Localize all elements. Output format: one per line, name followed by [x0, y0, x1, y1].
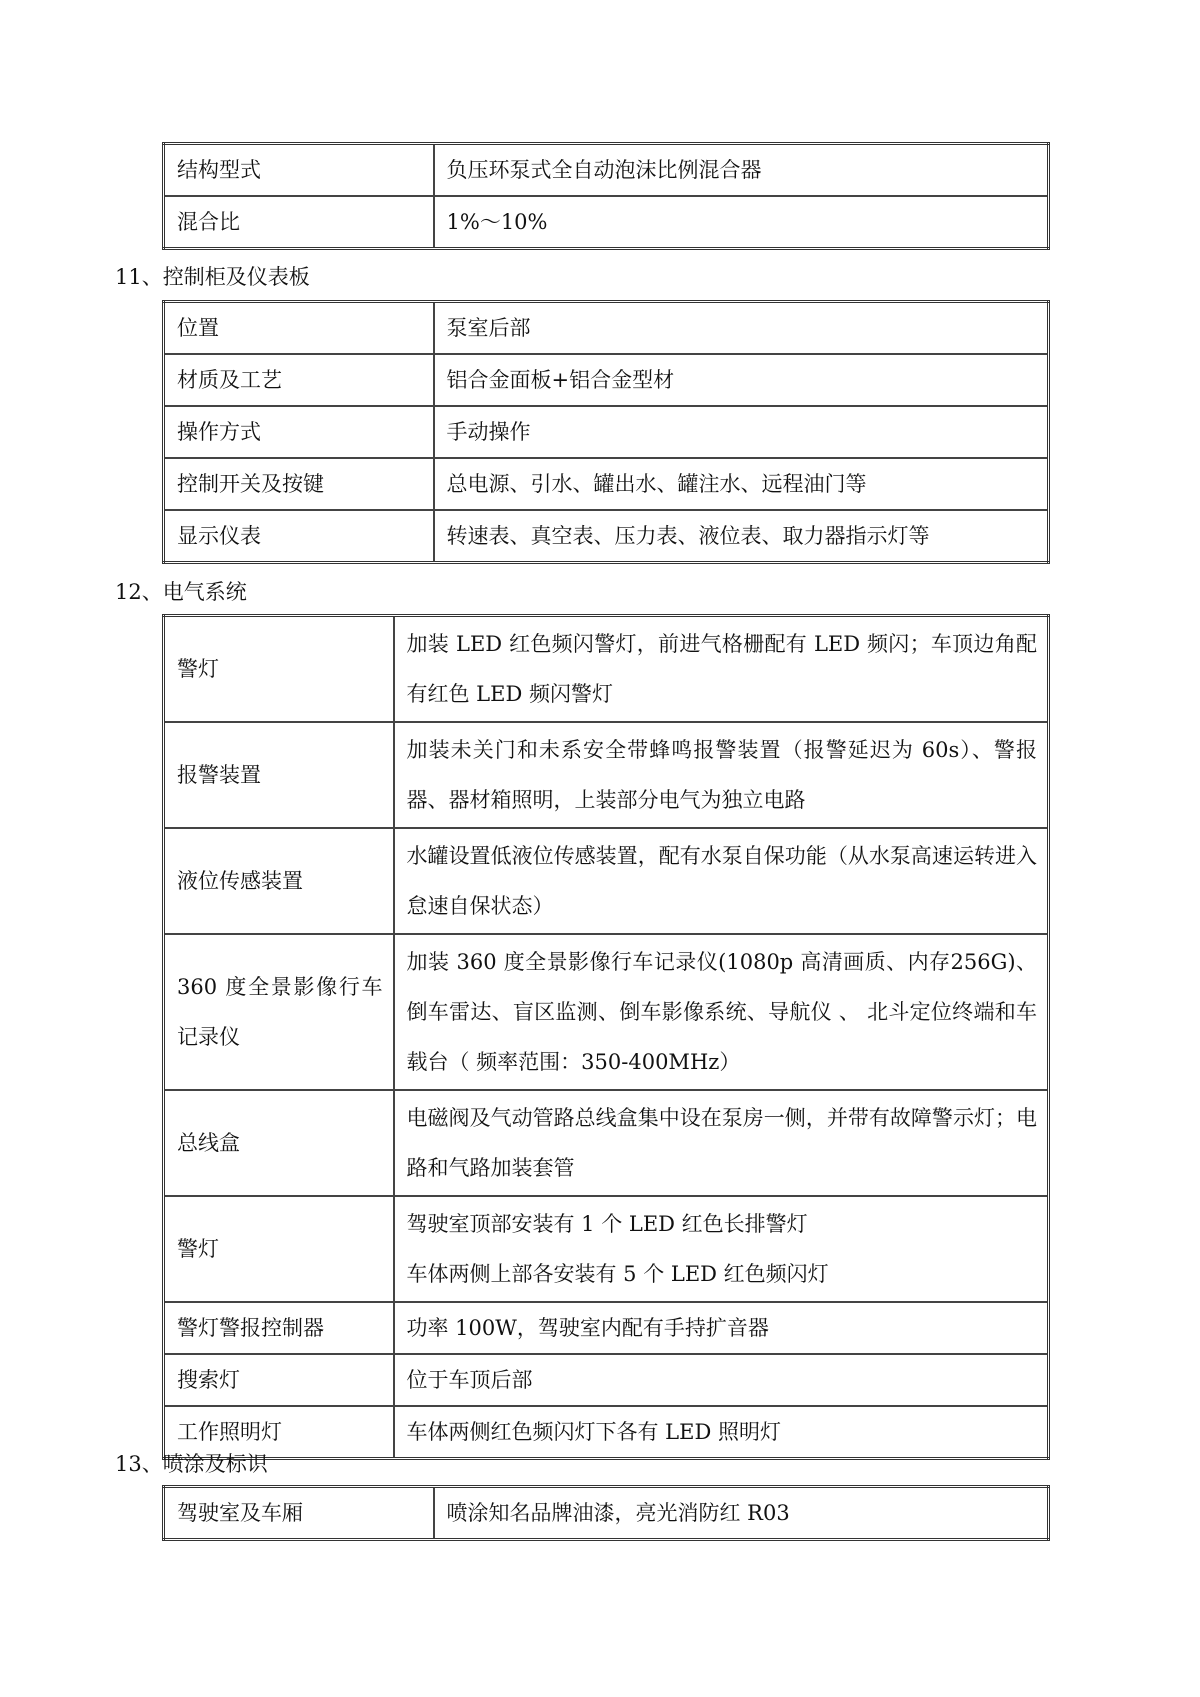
row-label: 操作方式	[164, 406, 434, 458]
section-heading-11: 11、控制柜及仪表板	[115, 265, 310, 289]
row-label: 警灯警报控制器	[164, 1302, 394, 1354]
row-value: 转速表、真空表、压力表、液位表、取力器指示灯等	[434, 510, 1049, 563]
table-row	[164, 1196, 1049, 1302]
table-row	[164, 1406, 1049, 1459]
row-value: 电磁阀及气动管路总线盒集中设在泵房一侧，并带有故障警示灯；电路和气路加装套管	[394, 1090, 1049, 1196]
table-row	[164, 1487, 1049, 1540]
row-label: 材质及工艺	[164, 354, 434, 406]
row-label: 警灯	[164, 616, 394, 723]
row-value: 1%～10%	[434, 196, 1049, 249]
row-value: 总电源、引水、罐出水、罐注水、远程油门等	[434, 458, 1049, 510]
table-row	[164, 722, 1049, 828]
electrical-system-table	[162, 614, 1050, 1460]
table-row	[164, 1302, 1049, 1354]
row-label: 360 度全景影像行车记录仪	[164, 934, 394, 1090]
table-row	[164, 458, 1049, 510]
table-row	[164, 354, 1049, 406]
table-row	[164, 1354, 1049, 1406]
paint-marking-table	[162, 1485, 1050, 1541]
row-value: 手动操作	[434, 406, 1049, 458]
table-row	[164, 144, 1049, 197]
row-label: 警灯	[164, 1196, 394, 1302]
row-label: 结构型式	[164, 144, 434, 197]
table-row	[164, 406, 1049, 458]
row-label: 搜索灯	[164, 1354, 394, 1406]
value-line: 车体两侧上部各安装有 5 个 LED 红色频闪灯	[406, 1262, 829, 1286]
row-label: 液位传感装置	[164, 828, 394, 934]
row-label: 混合比	[164, 196, 434, 249]
row-value: 喷涂知名品牌油漆，亮光消防红 R03	[434, 1487, 1049, 1540]
row-value: 加装 LED 红色频闪警灯，前进气格栅配有 LED 频闪；车顶边角配有红色 LED 频闪警灯	[394, 616, 1049, 723]
foam-mixer-table	[162, 142, 1050, 250]
row-value: 加装未关门和未系安全带蜂鸣报警装置（报警延迟为 60s）、警报器、器材箱照明，上装部分电气为独立电路	[394, 722, 1049, 828]
row-value: 车体两侧红色频闪灯下各有 LED 照明灯	[394, 1406, 1049, 1459]
table-row	[164, 828, 1049, 934]
row-label: 位置	[164, 302, 434, 355]
control-cabinet-table	[162, 300, 1050, 564]
value-line: 驾驶室顶部安装有 1 个 LED 红色长排警灯	[406, 1212, 808, 1236]
table-row	[164, 302, 1049, 355]
table-row	[164, 510, 1049, 563]
row-label: 工作照明灯	[164, 1406, 394, 1459]
row-value: 泵室后部	[434, 302, 1049, 355]
table-row	[164, 196, 1049, 249]
table-row	[164, 616, 1049, 723]
row-value: 位于车顶后部	[394, 1354, 1049, 1406]
row-label: 总线盒	[164, 1090, 394, 1196]
section-heading-13: 13、喷涂及标识	[115, 1452, 268, 1476]
row-label: 控制开关及按键	[164, 458, 434, 510]
row-value: 加装 360 度全景影像行车记录仪(1080p 高清画质、内存256G)、倒车雷达、盲区监测、倒车影像系统、导航仪 、 北斗定位终端和车载台（ 频率范围：350-400MHz）	[394, 934, 1049, 1090]
row-value	[394, 1196, 1049, 1302]
row-label: 显示仪表	[164, 510, 434, 563]
row-value: 功率 100W，驾驶室内配有手持扩音器	[394, 1302, 1049, 1354]
table-row	[164, 1090, 1049, 1196]
row-value: 铝合金面板+铝合金型材	[434, 354, 1049, 406]
section-heading-12: 12、电气系统	[115, 580, 247, 604]
table-row	[164, 934, 1049, 1090]
row-label: 驾驶室及车厢	[164, 1487, 434, 1540]
row-value: 负压环泵式全自动泡沫比例混合器	[434, 144, 1049, 197]
row-value: 水罐设置低液位传感装置，配有水泵自保功能（从水泵高速运转进入怠速自保状态）	[394, 828, 1049, 934]
row-label: 报警装置	[164, 722, 394, 828]
